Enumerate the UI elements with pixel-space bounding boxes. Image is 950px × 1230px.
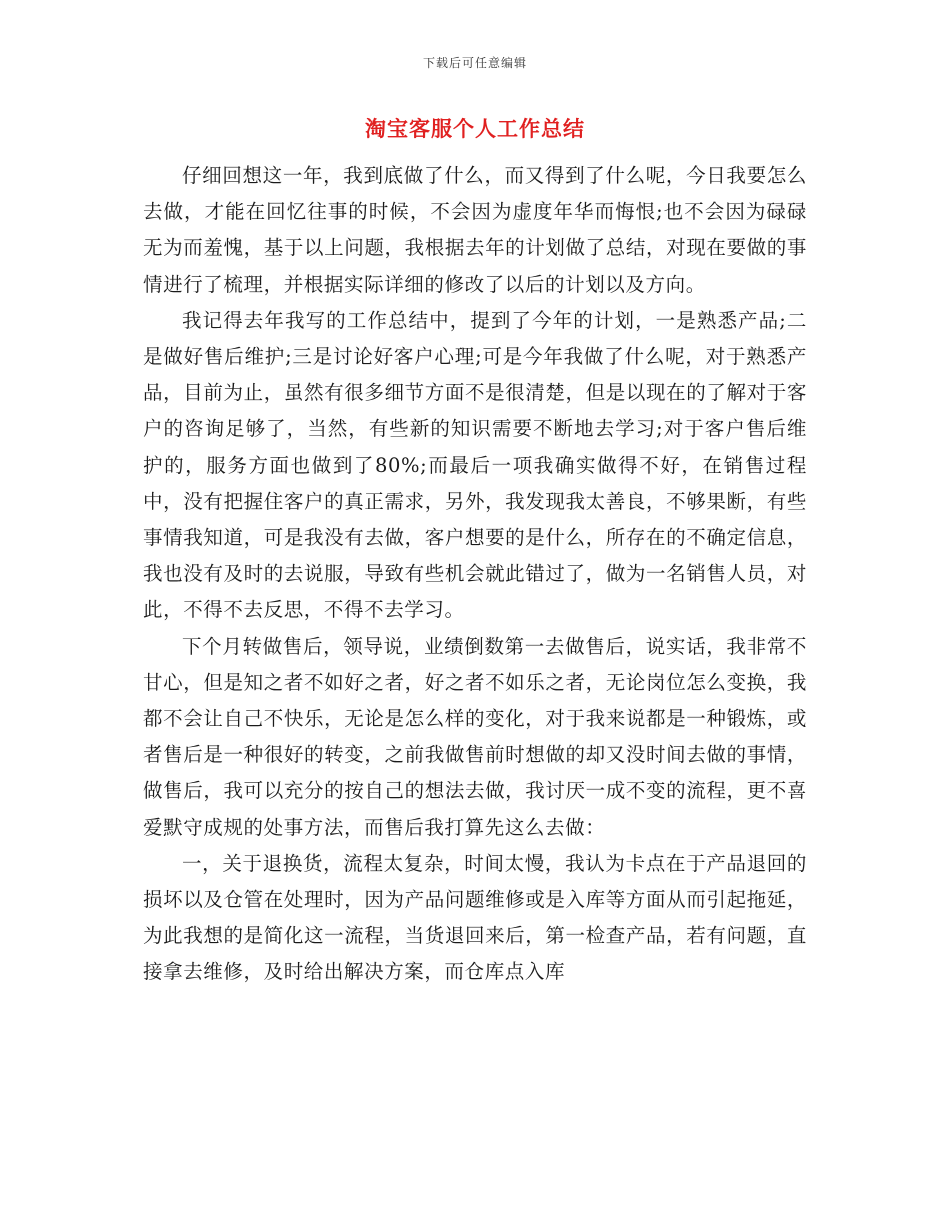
paragraph-2: 我记得去年我写的工作总结中，提到了今年的计划，一是熟悉产品;二是做好售后维护;三是讨论好客户心理;可是今年我做了什么呢，对于熟悉产品，目前为止，虽然有很多细节方面不是很清楚，但是以现在的了解对于客户的咨询足够了，当然，有些新的知识需要不断地去学习;对于客户售后维护的，服务方面也做到了80%;而最后一项我确实做得不好，在销售过程中，没有把握住客户的真正需求，另外，我发现我太善良，不够果断，有些事情我知道，可是我没有去做，客户想要的是什么，所存在的不确定信息，我也没有及时的去说服，导致有些机会就此错过了，做为一名销售人员，对此，不得不去反思，不得不去学习。 [143,308,807,622]
paragraph-3: 下个月转做售后，领导说，业绩倒数第一去做售后，说实话，我非常不甘心，但是知之者不如好之者，好之者不如乐之者，无论岗位怎么变换，我都不会让自己不快乐，无论是怎么样的变化，对于我来说都是一种锻炼，或者售后是一种很好的转变，之前我做售前时想做的却又没时间去做的事情，做售后，我可以充分的按自己的想法去做，我讨厌一成不变的流程，更不喜爱默守成规的处事方法，而售后我打算先这么去做： [143,634,807,839]
document-body [143,158,807,991]
paragraph-1: 仔细回想这一年，我到底做了什么，而又得到了什么呢，今日我要怎么去做，才能在回忆往事的时候，不会因为虚度年华而悔恨;也不会因为碌碌无为而羞愧，基于以上问题，我根据去年的计划做了总结，对现在要做的事情进行了梳理，并根据实际详细的修改了以后的计划以及方向。 [143,164,807,296]
header-note: 下载后可任意编辑 [422,56,527,70]
document-title: 淘宝客服个人工作总结 [365,117,585,141]
paragraph-4: 一，关于退换货，流程太复杂，时间太慢，我认为卡点在于产品退回的损坏以及仓管在处理时，因为产品问题维修或是入库等方面从而引起拖延，为此我想的是简化这一流程，当货退回来后，第一检查产品，若有问题，直接拿去维修，及时给出解决方案，而仓库点入库 [143,851,807,984]
